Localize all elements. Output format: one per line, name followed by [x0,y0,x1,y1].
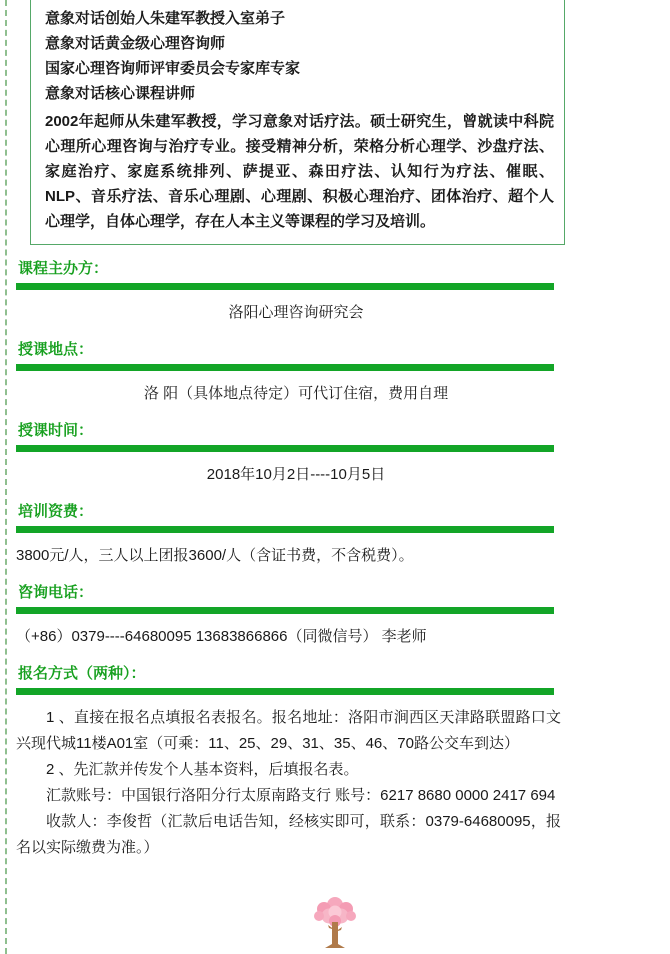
section-title-registration: 报名方式（两种）： [18,665,146,682]
organizer-name: 洛阳心理咨询研究会 [228,304,364,321]
section-title-venue: 授课地点： [18,341,94,358]
section-venue [16,340,656,407]
section-divider-bar [16,688,554,695]
document-footer [0,888,670,948]
section-divider-bar [16,607,554,614]
section-title-organizer: 课程主办方： [18,260,109,277]
instructor-intro-box [30,0,565,245]
venue-text: 洛 阳（具体地点待定）可代订住宿，费用自理 [143,385,449,402]
intro-paragraph: 2002年起师从朱建军教授，学习意象对话疗法。硕士研究生，曾就读中科院心理所心理咨询与治疗专业。接受精神分析，荣格分析心理学、沙盘疗法、家庭治疗、家庭系统排列、萨提亚、森田疗法、认知行为疗法、催眠、NLP、音乐疗法、音乐心理剧、心理剧、积极心理治疗、团体治疗、超个人心理学，自体心理学，存在人本主义等课程的学习及培训。 [45,113,554,230]
section-registration [16,664,656,861]
section-divider-bar [16,526,554,533]
intro-line-4: 意象对话核心课程讲师 [45,85,196,102]
section-title-phone: 咨询电话： [18,584,94,601]
section-body-schedule [16,452,576,488]
intro-line-2: 意象对话黄金级心理咨询师 [45,35,226,52]
section-body-organizer [16,290,576,326]
section-fee [16,502,656,569]
section-title-fee: 培训资费： [18,503,94,520]
cherry-blossom-tree-icon [308,892,362,948]
intro-line-3: 国家心理咨询师评审委员会专家库专家 [45,60,301,77]
fee-text: 3800元/人，三人以上团报3600/人（含证书费，不含税费）。 [16,547,414,564]
section-body-fee [16,533,561,569]
registration-method-1: 1 、直接在报名点填报名表报名。报名地址：洛阳市涧西区天津路联盟路口文兴现代城11楼A01室（可乘：11、25、29、31、35、46、70路公交车到达） [16,709,561,752]
registration-bank-account: 汇款账号：中国银行洛阳分行太原南路支行 账号：6217 8680 0000 2417 694 [46,787,556,804]
section-title-schedule: 授课时间： [18,422,94,439]
schedule-dates: 2018年10月2日----10月5日 [206,466,386,483]
section-divider-bar [16,445,554,452]
section-phone [16,583,656,650]
section-schedule [16,421,656,488]
section-body-venue [16,371,576,407]
registration-payee: 收款人：李俊哲（汇款后电话告知，经核实即可，联系：0379-64680095，报名以实际缴费为准。） [16,813,561,856]
registration-method-2: 2 、先汇款并传发个人基本资料，后填报名表。 [46,761,359,778]
section-divider-bar [16,283,554,290]
intro-line-1: 意象对话创始人朱建军教授入室弟子 [45,10,286,27]
section-organizer [16,259,656,326]
phone-text: （+86）0379----64680095 13683866866（同微信号） 李老师 [16,628,427,645]
section-body-registration [16,695,561,861]
document-content [16,0,656,861]
section-divider-bar [16,364,554,371]
section-body-phone [16,614,561,650]
page-left-dashed-rule [5,0,7,954]
